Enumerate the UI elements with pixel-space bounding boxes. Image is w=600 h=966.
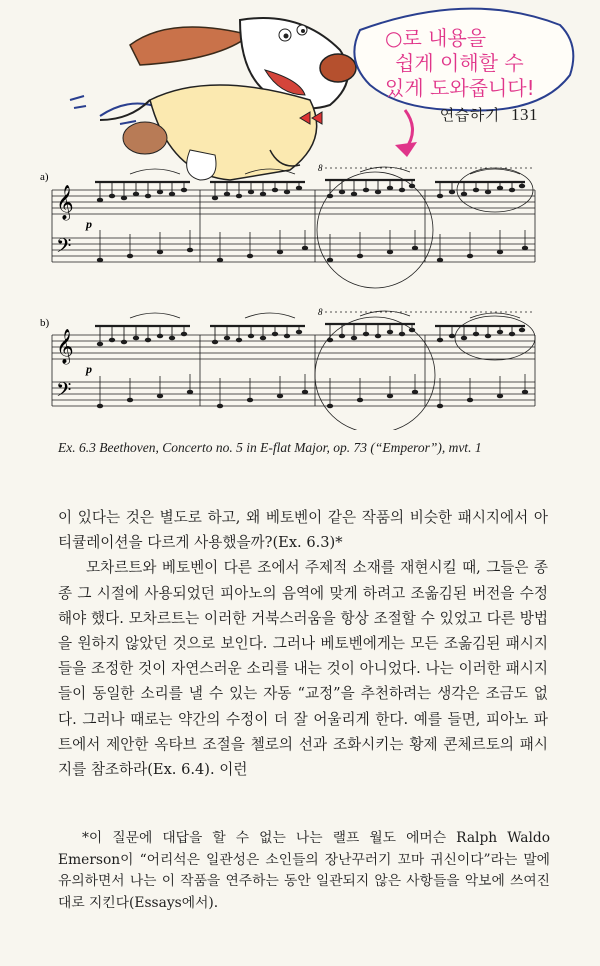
example-caption: Ex. 6.3 Beethoven, Concerto no. 5 in E-flat Major, op. 73 (“Emperor”), mvt. 1 [58, 440, 482, 455]
paragraph: 이 있다는 것은 별도로 하고, 왜 베토벤이 같은 작품의 비슷한 패시지에서 아티큘레이션을 다르게 사용했을까?(Ex. 6.3)* [58, 509, 548, 552]
bass-clef-icon: 𝄢 [56, 378, 72, 406]
staff-a-bass [52, 238, 535, 262]
octave-mark-b: 8 [318, 307, 323, 317]
running-header [440, 104, 538, 125]
bubble-text-line1: ○로 내용을 [385, 26, 487, 50]
example-label-b: b) [40, 317, 50, 329]
example-label-a: a) [40, 171, 49, 183]
dynamic-marking-b: p [86, 362, 92, 376]
dynamic-marking-a: p [86, 217, 92, 231]
noteheads-b [97, 328, 525, 347]
footnote-text: *이 질문에 대답을 할 수 없는 나는 랠프 월도 에머슨 Ralph Waldo Emerson이 “어리석은 일관성은 소인들의 장난꾸러기 꼬마 귀신이다”라는 말에 유의하면서 나는 이 작품을 연주하는 동안 일관되지 않은 사항들을 악보에 쓰여진 대로 지킨다(Essays에서). [58, 830, 550, 911]
treble-clef-icon: 𝄞 [56, 185, 74, 220]
octave-mark-a: 8 [318, 163, 323, 173]
bass-clef-icon: 𝄢 [56, 234, 72, 262]
bubble-text-line2: 쉽게 이해할 수 [395, 51, 524, 75]
paragraph: 모차르트와 베토벤이 다른 조에서 주제적 소재를 재현시킬 때, 그들은 종종 그 시절에 사용되었던 피아노의 음역에 맞게 하려고 조옮김된 버전을 수정해야 했다. 모차르트는 이러한 거북스러움을 항상 조절할 수 있었고 다른 방법을 원하지 않았던 것으로 보인다. 그러나 베토벤에게는 모든 조옮김된 패시지들을 조정한 것이 자연스러운 소리를 내는 것이 아니었다. 나는 이러한 패시지들이 동일한 소리를 낼 수 있는 자동 “교정”을 추천하려는 생각은 조금도 없다. 그러나 때로는 약간의 수정이 더 잘 어울리게 한다. 예를 들면, 피아노 파트에서 제안한 옥타브 조절을 첼로의 선과 조화시키는 황제 콘체르토의 패시지를 참조하라(Ex. 6.4). 이런 [58, 559, 548, 779]
bubble-text-line3: 있게 도와줍니다! [385, 76, 535, 100]
staff-b-bass [52, 382, 535, 406]
footnote [58, 828, 550, 914]
page-number: 131 [511, 105, 538, 124]
treble-clef-icon: 𝄞 [56, 329, 74, 364]
musical-score [40, 160, 560, 430]
chapter-label: 연습하기 [439, 106, 500, 124]
body-text [58, 505, 548, 782]
